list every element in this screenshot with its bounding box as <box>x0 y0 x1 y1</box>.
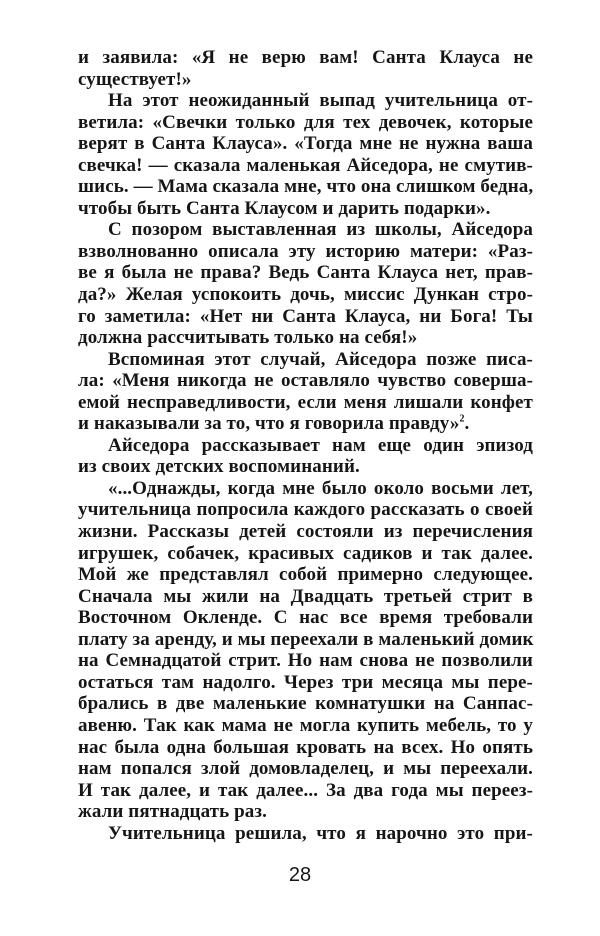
text-line <box>78 650 533 672</box>
text-line-content: шись. — Мама сказала мне, что она слишком бедна, <box>78 176 534 198</box>
text-line <box>78 176 533 198</box>
footnote-marker: 2 <box>459 413 465 425</box>
text-line <box>78 219 533 241</box>
text-line-content: взволнованно описала эту историю матери: «Раз- <box>78 240 533 262</box>
text-line-content: нас была одна большая кровать на всех. Но опять <box>78 736 533 758</box>
text-line-content: го заметила: «Нет ни Санта Клауса, ни Бога! Ты <box>78 305 533 327</box>
text-line-content: Восточном Окленде. С нас все время требовали <box>78 607 533 629</box>
text-line-content: остаться там надолго. Через три месяца мы пере- <box>78 671 533 693</box>
text-line-content: ветила: «Свечки только для тех девочек, которые <box>78 111 533 133</box>
text-line-content: на Семнадцатой стрит. Но нам снова не позволили <box>78 650 533 672</box>
text-line-content: емой несправедливости, если меня лишали конфет <box>78 391 533 413</box>
text-line <box>78 392 533 414</box>
text-line <box>78 435 533 457</box>
text-line <box>78 327 533 349</box>
text-line-content: должна рассчитывать только на себя!» <box>78 327 418 349</box>
text-line-content: учительница попросила каждого рассказать о своей <box>78 499 533 521</box>
text-line-content: И так далее, и так далее... За два года мы переез- <box>78 779 533 801</box>
text-line-content: На этот неожиданный выпад учительница от- <box>108 90 533 112</box>
text-line <box>78 672 533 694</box>
text-line-content: Сначала мы жили на Двадцать третьей стрит в <box>78 585 533 607</box>
text-line-content: жали пятнадцать раз. <box>78 801 267 823</box>
text-line <box>78 133 533 155</box>
text-line <box>78 823 533 845</box>
text-line <box>78 629 533 651</box>
page-number: 28 <box>288 864 312 886</box>
text-line-content: верят в Санта Клауса». «Тогда мне не нужна ваша <box>78 133 533 155</box>
text-line <box>78 413 533 435</box>
text-line-content: и заявила: «Я не верю вам! Санта Клауса не <box>78 47 533 68</box>
text-line <box>78 90 533 112</box>
text-line-content: из своих детских воспоминаний. <box>78 456 360 478</box>
text-line-content: плату за аренду, и мы переехали в маленький домик <box>78 628 534 650</box>
text-line <box>78 693 533 715</box>
text-line-content: игрушек, собачек, красивых садиков и так далее. <box>78 542 533 564</box>
text-line-content: «...Однажды, когда мне было около восьми лет, <box>108 477 533 499</box>
text-line <box>78 241 533 263</box>
text-line-content: Учительница решила, что я нарочно это при- <box>108 822 533 844</box>
footnote-punctuation: . <box>464 413 470 435</box>
text-line-content: существует!» <box>78 68 192 90</box>
text-line <box>78 47 533 69</box>
text-line <box>78 306 533 328</box>
text-line <box>78 478 533 500</box>
text-line <box>78 564 533 586</box>
text-line-content: С позором выставленная из школы, Айседора <box>108 219 533 241</box>
text-line-content: брались в две маленькие комнатушки на Санпас- <box>78 693 533 715</box>
text-line <box>78 780 533 802</box>
text-line-content: ве я была не права? Ведь Санта Клауса нет, прав- <box>78 262 533 284</box>
text-line-content: жизни. Рассказы детей состояли из перечисления <box>78 521 533 543</box>
text-line <box>78 262 533 284</box>
text-line <box>78 69 533 91</box>
text-line <box>78 521 533 543</box>
text-line-content: чтобы быть Санта Клаусом и дарить подарки». <box>78 197 491 219</box>
text-line <box>78 607 533 629</box>
text-line <box>78 801 533 823</box>
text-line <box>78 586 533 608</box>
text-line-content: Айседора рассказывает нам еще один эпизод <box>108 434 533 456</box>
text-line <box>78 543 533 565</box>
text-line <box>78 155 533 177</box>
text-line-content: свечка! — сказала маленькая Айседора, не смутив- <box>78 154 533 176</box>
text-line-content: Мой же представлял собой примерно следующее. <box>78 564 533 586</box>
text-line <box>78 499 533 521</box>
text-line <box>78 284 533 306</box>
text-line-content: и наказывали за то, что я говорила правду» <box>78 413 460 435</box>
text-line <box>78 349 533 371</box>
text-line-content: ла: «Меня никогда не оставляло чувство соверша- <box>78 370 533 392</box>
text-line <box>78 456 533 478</box>
text-line-content: нам попался злой домовладелец, и мы переехали. <box>78 758 533 780</box>
text-line <box>78 737 533 759</box>
text-line <box>78 370 533 392</box>
body-text <box>78 47 533 844</box>
text-line <box>78 758 533 780</box>
text-line <box>78 715 533 737</box>
text-line-content: Вспоминая этот случай, Айседора позже писа- <box>108 348 533 370</box>
text-line-content: да?» Желая успокоить дочь, миссис Дункан стро- <box>78 284 533 306</box>
text-line <box>78 112 533 134</box>
text-line-content: авеню. Так как мама не могла купить мебель, то у <box>78 714 533 736</box>
text-line <box>78 198 533 220</box>
